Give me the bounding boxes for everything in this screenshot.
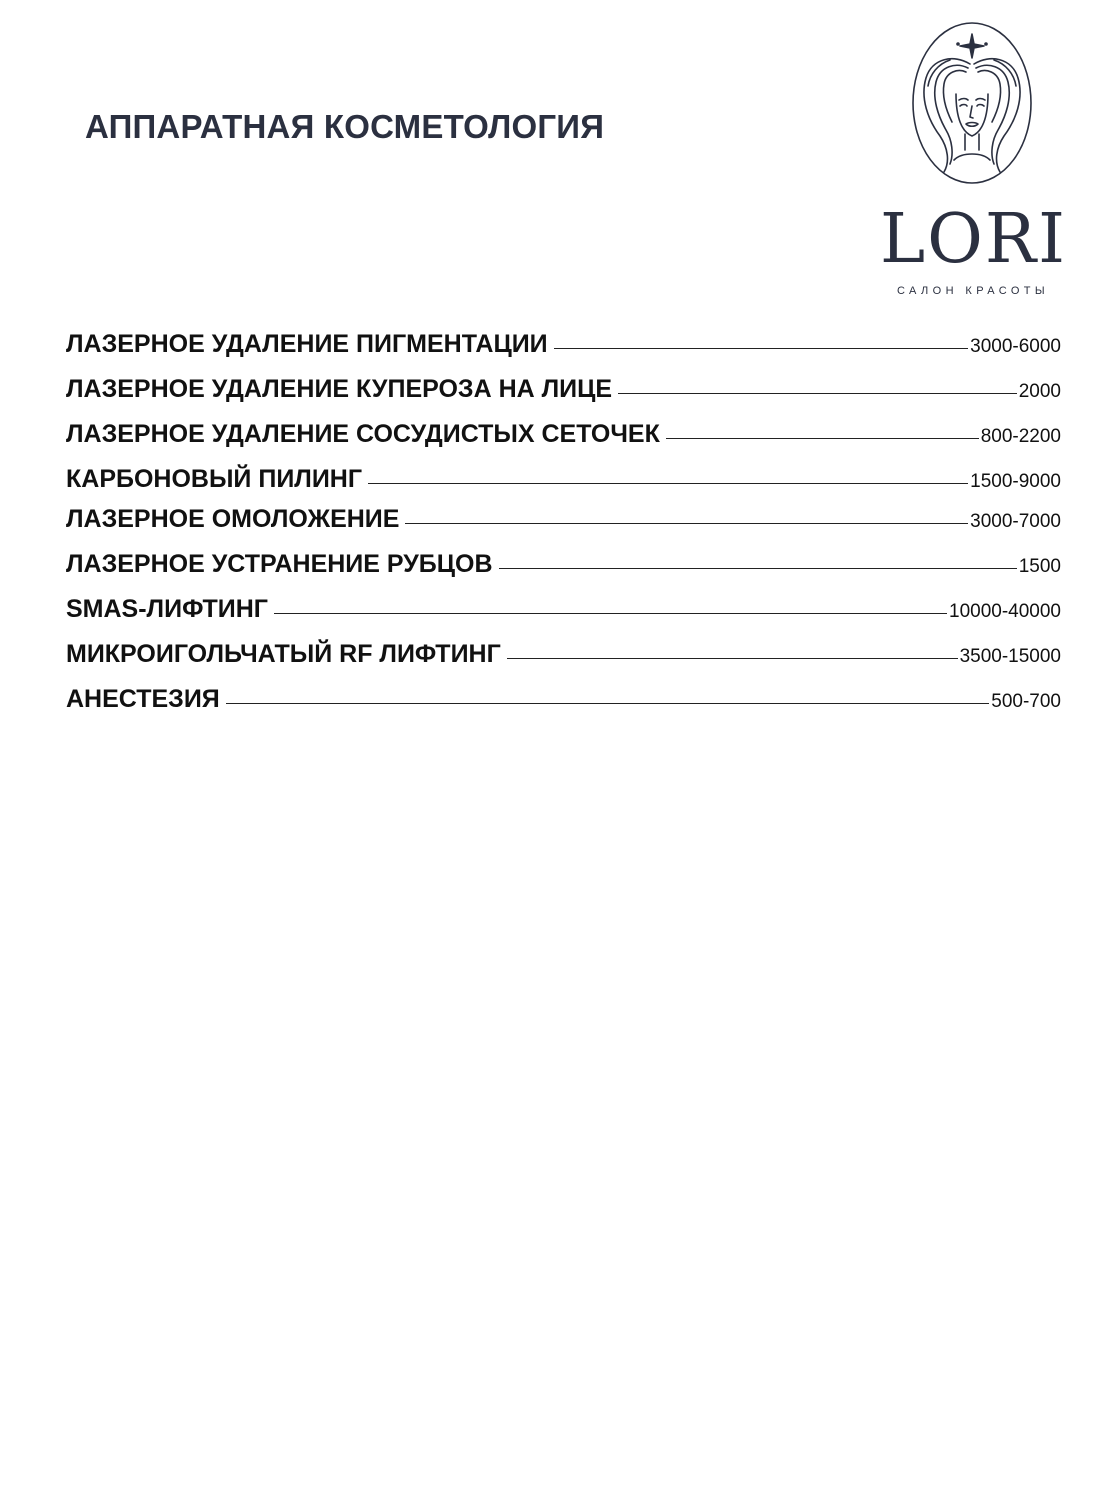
price-list (66, 330, 1061, 730)
dotted-leader (499, 568, 1017, 569)
dotted-leader (405, 523, 968, 524)
price-row (66, 465, 1061, 505)
dotted-leader (507, 658, 958, 659)
dotted-leader (666, 438, 979, 439)
service-name: ЛАЗЕРНОЕ УДАЛЕНИЕ СОСУДИСТЫХ СЕТОЧЕК (66, 420, 660, 448)
woman-portrait-icon (910, 20, 1034, 186)
service-price: 3500-15000 (959, 646, 1061, 667)
page-title: АППАРАТНАЯ КОСМЕТОЛОГИЯ (85, 108, 605, 145)
price-row (66, 550, 1061, 595)
service-price: 1500 (1018, 556, 1061, 577)
service-price: 3000-7000 (970, 511, 1061, 532)
service-price: 1500-9000 (970, 471, 1061, 492)
price-row (66, 640, 1061, 685)
service-name: АНЕСТЕЗИЯ (66, 685, 220, 713)
logo-wordmark: LORI (880, 200, 1067, 279)
dotted-leader (554, 348, 968, 349)
price-row (66, 375, 1061, 420)
price-row (66, 685, 1061, 730)
service-name: ЛАЗЕРНОЕ УДАЛЕНИЕ КУПЕРОЗА НА ЛИЦЕ (66, 375, 613, 403)
price-row (66, 505, 1061, 550)
price-row (66, 595, 1061, 640)
service-price: 800-2200 (980, 426, 1061, 447)
dotted-leader (618, 393, 1017, 394)
service-price: 3000-6000 (970, 336, 1061, 357)
service-price: 500-700 (991, 691, 1061, 712)
dotted-leader (368, 483, 968, 484)
service-price: 2000 (1018, 381, 1061, 402)
dotted-leader (226, 703, 990, 704)
dotted-leader (274, 613, 947, 614)
service-name: КАРБОНОВЫЙ ПИЛИНГ (66, 465, 363, 493)
service-price: 10000-40000 (949, 601, 1061, 622)
salon-logo (880, 18, 1070, 300)
service-name: ЛАЗЕРНОЕ ОМОЛОЖЕНИЕ (66, 505, 400, 533)
logo-tagline: САЛОН КРАСОТЫ (896, 285, 1050, 297)
service-name: ЛАЗЕРНОЕ УСТРАНЕНИЕ РУБЦОВ (66, 550, 493, 578)
price-row (66, 330, 1061, 375)
service-name: ЛАЗЕРНОЕ УДАЛЕНИЕ ПИГМЕНТАЦИИ (66, 330, 548, 358)
price-row (66, 420, 1061, 465)
service-name: SMAS-ЛИФТИНГ (66, 595, 268, 623)
service-name: МИКРОИГОЛЬЧАТЫЙ RF ЛИФТИНГ (66, 640, 501, 668)
